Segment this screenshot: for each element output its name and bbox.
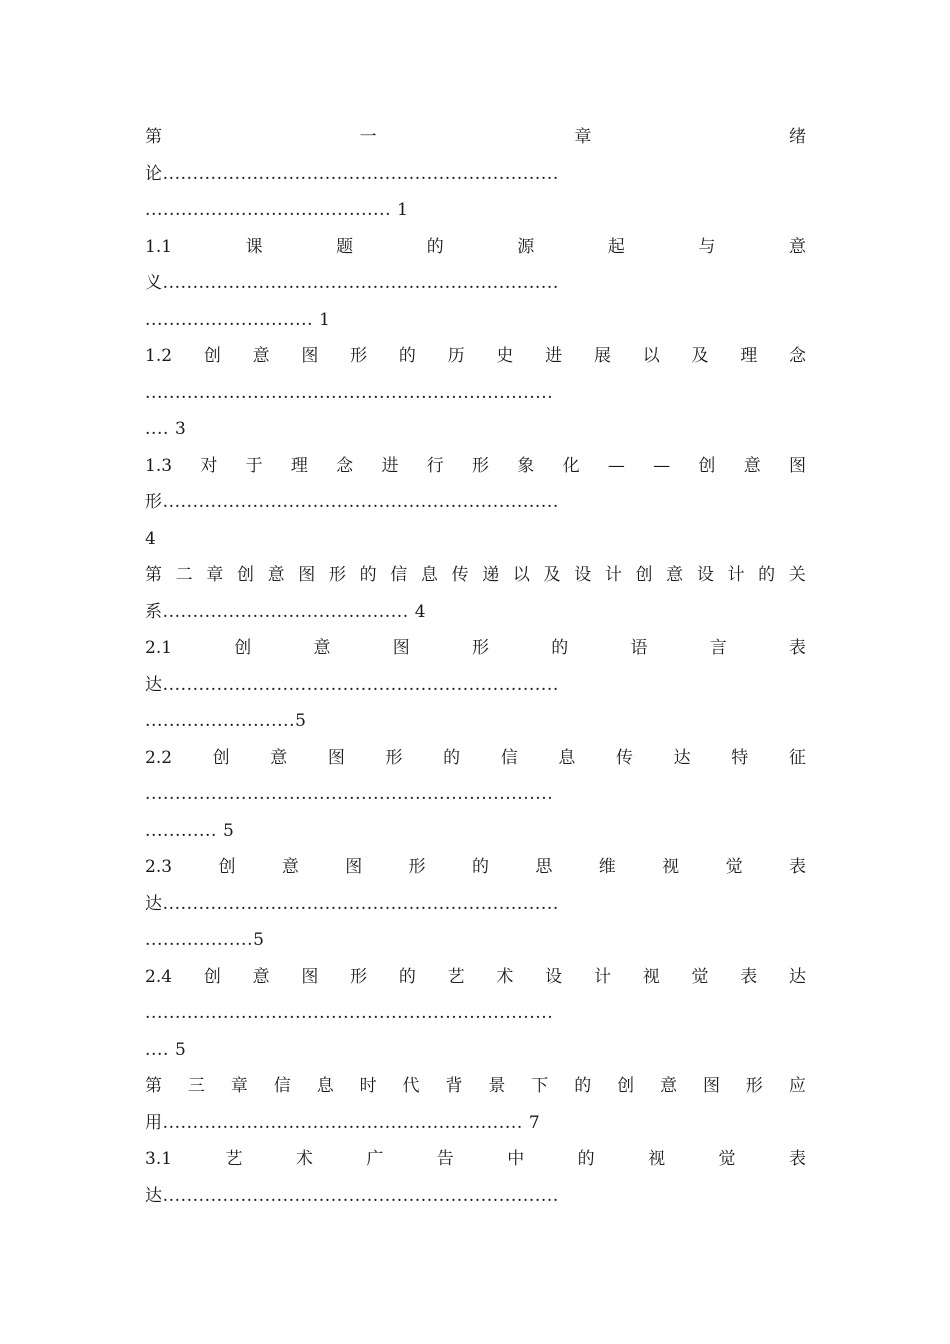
toc-heading-char: 意	[281, 857, 299, 877]
toc-heading-char: 表	[788, 857, 806, 877]
toc-heading-char: 息	[316, 1076, 334, 1096]
toc-heading-char: 创	[635, 565, 653, 585]
toc-heading-char: 意	[788, 236, 806, 257]
toc-heading-char: 应	[788, 1076, 806, 1096]
toc-line: ....................................................................	[145, 1003, 554, 1023]
toc-heading-char: 表	[788, 1149, 806, 1169]
toc-line: ....................................................................	[145, 382, 554, 403]
toc-heading-char: 意	[267, 565, 285, 585]
toc-heading-char: 的	[472, 857, 489, 877]
toc-heading-char: 形	[385, 747, 403, 768]
toc-line	[145, 630, 806, 666]
toc-heading-char: 的	[577, 1149, 595, 1169]
toc-line	[145, 338, 806, 374]
toc-heading-char: 传	[616, 747, 634, 768]
toc-heading-char: 形	[408, 857, 426, 877]
toc-heading-char: 2.4	[145, 966, 173, 987]
toc-heading-char: 意	[270, 747, 288, 768]
toc-heading-char: 思	[535, 857, 553, 877]
toc-heading-char: 第	[145, 565, 162, 585]
toc-heading-char: 达	[789, 966, 806, 987]
toc-heading-char: 创	[236, 565, 254, 585]
toc-heading-char: 息	[420, 565, 438, 585]
toc-heading-char: 关	[788, 565, 806, 585]
toc-heading-char: 设	[574, 565, 592, 585]
toc-heading-char: 章	[574, 127, 592, 147]
toc-heading-char: 意	[666, 565, 684, 585]
toc-heading-char: 意	[313, 638, 331, 658]
toc-line	[145, 959, 806, 995]
toc-heading-char: —	[607, 455, 625, 476]
toc-line	[145, 849, 806, 885]
toc-heading-char: 意	[743, 455, 761, 476]
toc-line	[145, 229, 806, 265]
toc-heading-char: 的	[398, 966, 416, 987]
toc-heading-char: 表	[740, 966, 758, 987]
toc-heading-char: 术	[496, 966, 514, 987]
toc-heading-char: 创	[218, 857, 236, 877]
toc-heading-char: 图	[301, 966, 319, 987]
toc-heading-char: 息	[558, 747, 576, 768]
toc-heading-char: 的	[758, 565, 776, 585]
toc-heading-char: 视	[648, 1149, 666, 1169]
toc-heading-char: 2.1	[145, 638, 173, 658]
toc-heading-char: 达	[673, 747, 691, 768]
toc-heading-char: 历	[447, 346, 465, 366]
toc-line	[145, 1141, 806, 1177]
toc-heading-char: 形	[350, 346, 368, 366]
toc-heading-char: 的	[443, 747, 461, 768]
toc-heading-char: 以	[512, 565, 530, 585]
toc-heading-char: 觉	[691, 966, 709, 987]
toc-heading-char: 术	[295, 1149, 313, 1169]
toc-line: 系......................................... 4	[145, 601, 427, 622]
toc-heading-char: 的	[551, 638, 569, 658]
toc-heading-char: 形	[745, 1076, 763, 1096]
toc-heading-char: 三	[187, 1076, 205, 1096]
toc-heading-char: 表	[788, 638, 806, 658]
toc-heading-char: 二	[175, 565, 193, 585]
toc-heading-char: 念	[336, 455, 354, 476]
toc-heading-char: 计	[604, 565, 622, 585]
toc-line	[145, 448, 806, 484]
toc-heading-char: 形	[350, 966, 368, 987]
toc-heading-char: 计	[593, 966, 611, 987]
toc-heading-char: 创	[203, 346, 221, 366]
toc-heading-char: 信	[273, 1076, 291, 1096]
toc-line: .........................5	[145, 711, 307, 731]
toc-heading-char: 化	[562, 455, 580, 476]
toc-heading-char: 视	[662, 857, 680, 877]
toc-heading-char: 图	[392, 638, 410, 658]
toc-line	[145, 119, 806, 155]
toc-heading-char: 信	[500, 747, 518, 768]
toc-heading-char: 下	[531, 1076, 549, 1096]
toc-line: 论..................................................................	[145, 163, 559, 184]
toc-heading-char: 代	[402, 1076, 420, 1096]
toc-heading-char: 递	[482, 565, 500, 585]
toc-heading-char: 征	[788, 747, 806, 768]
toc-line: ............ 5	[145, 820, 235, 841]
toc-line: ....................................................................	[145, 784, 554, 804]
toc-heading-char: 及	[691, 346, 709, 366]
toc-heading-char: 创	[234, 638, 252, 658]
toc-heading-char: 1.3	[145, 455, 173, 476]
toc-heading-char: 第	[145, 1076, 162, 1096]
toc-heading-char: 及	[543, 565, 561, 585]
toc-heading-char: 景	[488, 1076, 506, 1096]
toc-heading-char: 特	[731, 747, 749, 768]
toc-line: 用............................................................ 7	[145, 1112, 541, 1133]
toc-heading-char: 于	[245, 455, 263, 476]
toc-heading-char: 1.1	[145, 236, 173, 257]
toc-heading-char: 图	[702, 1076, 720, 1096]
toc-heading-char: 图	[327, 747, 345, 768]
toc-heading-char: 章	[230, 1076, 248, 1096]
toc-line: .... 5	[145, 1039, 187, 1060]
toc-heading-char: 时	[359, 1076, 377, 1096]
toc-heading-char: 与	[698, 236, 716, 257]
toc-heading-char: 1.2	[145, 346, 173, 366]
toc-heading-char: 觉	[725, 857, 743, 877]
toc-line	[145, 740, 806, 776]
toc-heading-char: 念	[789, 346, 806, 366]
toc-heading-char: 设	[696, 565, 714, 585]
toc-heading-char: 图	[298, 565, 316, 585]
toc-line	[145, 1068, 806, 1104]
toc-heading-char: 史	[496, 346, 514, 366]
toc-heading-char: 图	[301, 346, 319, 366]
toc-line: .... 3	[145, 419, 187, 439]
toc-heading-char: 创	[698, 455, 716, 476]
toc-heading-char: 的	[426, 236, 444, 257]
toc-line	[145, 557, 806, 593]
toc-heading-char: 计	[727, 565, 745, 585]
toc-heading-char: 理	[290, 455, 308, 476]
toc-line: 达..................................................................	[145, 1185, 559, 1206]
toc-heading-char: 进	[381, 455, 399, 476]
toc-heading-char: 象	[517, 455, 535, 476]
toc-heading-char: 对	[200, 455, 218, 476]
toc-heading-char: 3.1	[145, 1149, 173, 1169]
toc-heading-char: 进	[545, 346, 563, 366]
toc-heading-char: 艺	[225, 1149, 243, 1169]
toc-heading-char: 艺	[447, 966, 465, 987]
toc-heading-char: 的	[359, 565, 377, 585]
toc-heading-char: 起	[607, 236, 625, 257]
toc-heading-char: 创	[203, 966, 221, 987]
toc-line: 达..................................................................	[145, 893, 559, 914]
toc-heading-char: —	[653, 455, 671, 476]
toc-heading-char: 视	[642, 966, 660, 987]
toc-heading-char: 信	[390, 565, 408, 585]
toc-heading-char: 2.2	[145, 747, 173, 768]
toc-heading-char: 广	[366, 1149, 384, 1169]
toc-heading-char: 图	[788, 455, 806, 476]
toc-heading-char: 告	[436, 1149, 454, 1169]
toc-line: 义..................................................................	[145, 273, 559, 293]
toc-heading-char: 课	[245, 236, 263, 257]
toc-heading-char: 觉	[718, 1149, 736, 1169]
toc-heading-char: 以	[642, 346, 660, 366]
toc-heading-char: 形	[328, 565, 346, 585]
toc-line: 4	[145, 528, 157, 549]
toc-heading-char: 语	[630, 638, 648, 658]
toc-heading-char: 形	[472, 455, 490, 476]
toc-line: 达..................................................................	[145, 674, 559, 695]
toc-heading-char: 一	[359, 127, 377, 147]
toc-heading-char: 意	[252, 966, 270, 987]
toc-heading-char: 绪	[788, 127, 806, 147]
toc-heading-char: 创	[617, 1076, 635, 1096]
toc-heading-char: 章	[206, 565, 224, 585]
toc-line: ......................................... 1	[145, 200, 409, 220]
toc-heading-char: 图	[345, 857, 363, 877]
toc-heading-char: 题	[336, 236, 354, 257]
toc-heading-char: 源	[517, 236, 535, 257]
toc-heading-char: 言	[709, 638, 727, 658]
toc-line: ............................ 1	[145, 309, 331, 330]
toc-heading-char: 设	[545, 966, 563, 987]
toc-heading-char: 的	[398, 346, 416, 366]
toc-heading-char: 中	[507, 1149, 525, 1169]
toc-heading-char: 背	[445, 1076, 463, 1096]
toc-heading-char: 的	[574, 1076, 592, 1096]
toc-heading-char: 形	[471, 638, 489, 658]
toc-heading-char: 理	[740, 346, 758, 366]
toc-line: ..................5	[145, 930, 265, 950]
toc-heading-char: 展	[593, 346, 611, 366]
toc-heading-char: 传	[451, 565, 469, 585]
toc-heading-char: 意	[660, 1076, 678, 1096]
toc-heading-char: 维	[598, 857, 616, 877]
toc-heading-char: 意	[252, 346, 270, 366]
toc-line: 形..................................................................	[145, 492, 559, 512]
toc-heading-char: 第	[145, 127, 162, 147]
toc-heading-char: 2.3	[145, 857, 173, 877]
toc-heading-char: 行	[426, 455, 444, 476]
toc-heading-char: 创	[212, 747, 230, 768]
